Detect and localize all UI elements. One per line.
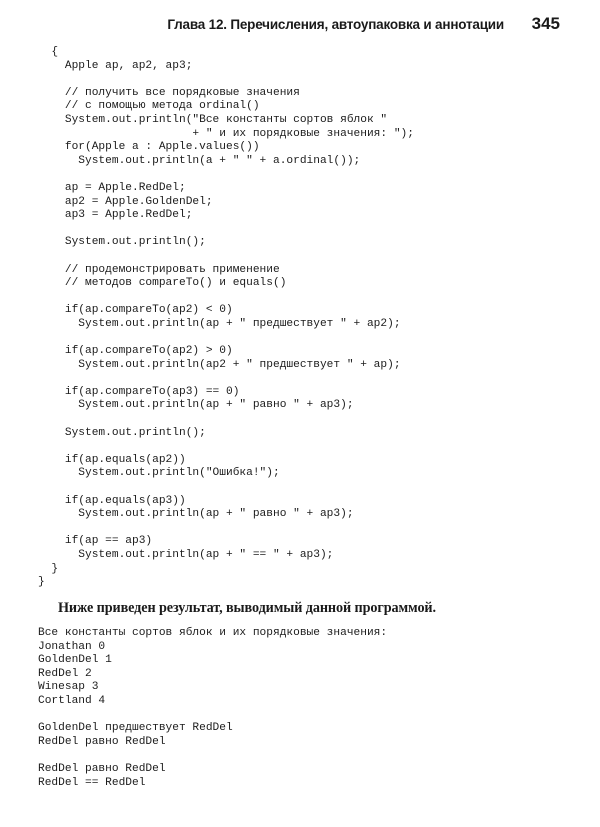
code-line: System.out.println(ap + " равно " + ap3); [38,508,354,521]
code-line: System.out.println(ap + " предшествует " + ap2); [38,317,401,330]
output-line [38,749,387,763]
code-line [38,522,414,536]
code-line: ap2 = Apple.GoldenDel; [38,195,213,208]
page-header [0,14,600,38]
output-line [38,709,387,723]
code-line: // продемонстрировать применение [38,263,280,276]
output-line: RedDel равно RedDel [38,735,166,748]
code-line: if(ap.equals(ap2)) [38,453,186,466]
output-line: Cortland 4 [38,694,106,707]
code-line: if(ap.compareTo(ap3) == 0) [38,385,240,398]
program-code-listing [38,46,414,590]
code-line: } [38,562,59,575]
code-line: // методов compareTo() и equals() [38,277,287,290]
code-line: System.out.println(); [38,236,206,249]
code-line: if(ap.compareTo(ap2) < 0) [38,304,233,317]
code-line: { [38,46,59,58]
code-line [38,440,414,454]
code-line: System.out.println(ap + " равно " + ap3); [38,399,354,412]
code-line: // с помощью метода ordinal() [38,100,260,113]
code-line: Apple ap, ap2, ap3; [38,59,193,72]
code-line: // получить все порядковые значения [38,86,300,99]
code-line [38,413,414,427]
code-line: if(ap.compareTo(ap2) > 0) [38,345,233,358]
code-line [38,73,414,87]
chapter-title: Глава 12. Перечисления, автоупаковка и аннотации [167,17,504,32]
output-line: RedDel равно RedDel [38,762,166,775]
output-line: GoldenDel предшествует RedDel [38,722,233,735]
code-line: if(ap == ap3) [38,535,153,548]
output-line: Все константы сортов яблок и их порядковые значения: [38,627,388,639]
code-line: + " и их порядковые значения: "); [38,127,414,140]
code-line: System.out.println(); [38,426,206,439]
code-line [38,250,414,264]
output-line: Winesap 3 [38,681,99,694]
code-line: System.out.println(a + " " + a.ordinal()); [38,154,361,167]
code-line [38,372,414,386]
code-line: System.out.println("Все константы сортов яблок " [38,113,388,126]
output-line: GoldenDel 1 [38,654,112,667]
code-line [38,481,414,495]
program-output-listing [38,627,387,790]
code-line [38,291,414,305]
code-line: for(Apple a : Apple.values()) [38,141,260,154]
page-number: 345 [531,14,560,33]
code-line [38,331,414,345]
code-line [38,168,414,182]
output-line: RedDel == RedDel [38,776,146,789]
code-line [38,223,414,237]
output-caption: Ниже приведен результат, выводимый данной программой. [58,600,436,616]
code-line: System.out.println("Ошибка!"); [38,467,280,480]
code-line: ap3 = Apple.RedDel; [38,209,193,222]
code-line: System.out.println(ap2 + " предшествует " + ap); [38,358,401,371]
code-line: System.out.println(ap + " == " + ap3); [38,548,334,561]
output-line: Jonathan 0 [38,640,106,653]
output-line: RedDel 2 [38,667,92,680]
code-line: ap = Apple.RedDel; [38,181,186,194]
code-line: if(ap.equals(ap3)) [38,494,186,507]
code-line: } [38,576,45,589]
